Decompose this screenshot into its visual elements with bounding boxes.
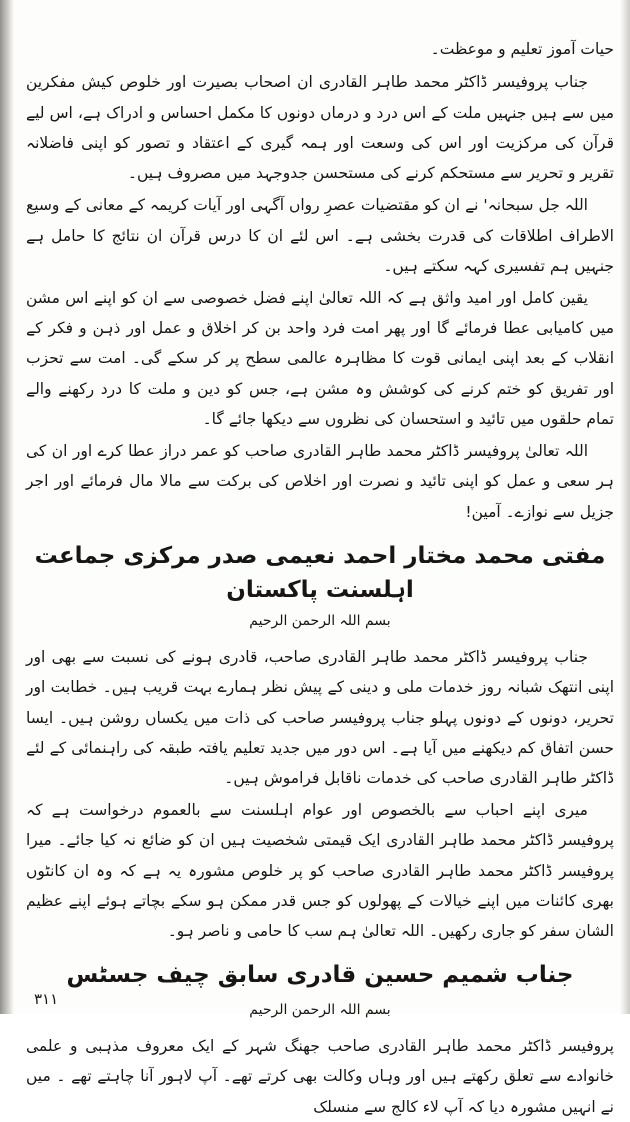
- section-two-paragraph-2: میری اپنے احباب سے بالخصوص اور عوام اہلسنت سے بالعموم درخواست ہے کہ پروفیسر ڈاکٹر محمد طاہر القادری ایک قیمتی شخصیت ہیں ان کو ضائع نہ کیا جائے۔ میرا پروفیسر ڈاکٹر محمد طاہر القادری صاحب کو پر خلوص مشورہ یہ ہے کہ وہ ان کانٹوں بھری کائنات میں اپنے خیالات کے پھولوں کو جس قدر ممکن ہو سکے بچاتے ہوئے اپنے عظیم الشان سفر کو جاری رکھیں۔ اللہ تعالیٰ ہم سب کا حامی و ناصر ہو۔: [26, 801, 614, 941]
- section-three-paragraph-1: پروفیسر ڈاکٹر محمد طاہر القادری صاحب جھنگ شہر کے ایک معروف مذہبی و علمی خانوادے سے تعلق رکھتے ہیں اور وہاں وکالت بھی کرتے تھے۔ آپ لاہور آنا چاہتے تھے ۔ میں نے انہیں مشورہ دیا کہ آپ لاء کالج سے منسلک: [26, 1037, 614, 1116]
- section-one-heading: حیات آموز تعلیم و موعظت۔: [430, 40, 614, 58]
- section-one-signature: مفتی محمد مختار احمد نعیمی صدر مرکزی جماعت اہلسنت پاکستان: [34, 542, 606, 604]
- section-one-paragraph-1: جناب پروفیسر ڈاکٹر محمد طاہر القادری ان اصحاب بصیرت اور خلوص کیش مفکرین میں سے ہیں جنہیں ملت کے اس درد و درماں دونوں کا مکمل احساس و ادراک ہے، اس لیے قرآن کی مرکزیت اور اس کی وسعت اور ہمہ گیری کے اعتقاد و تصور کو اپنی فاضلانہ تقریر و تحریر سے مستحکم کرنے کی مستحسن جدوجہد میں مصروف ہیں۔: [26, 73, 614, 183]
- section-one-paragraph-2: اللہ جل سبحانہ' نے ان کو مقتضیات عصرِ رواں آگہی اور آیات کریمہ کے معانی کے وسیع الاطراف اطلاقات کی قدرت بخشی ہے۔ اس لئے ان کا درس قرآن ان نتائج کا حامل ہے جنہیں ہم تفسیری کہہ سکتے ہیں۔: [26, 196, 614, 275]
- section-tribute-one: [26, 35, 614, 608]
- section-one-paragraph-4: اللہ تعالیٰ پروفیسر ڈاکٹر محمد طاہر القادری صاحب کو عمر دراز عطا کرے اور ان کی ہر سعی و عمل کو اپنی تائید و نصرت اور اخلاص کی برکت سے مالا مال فرمائے اور اجر جزیل سے نوازے۔ آمین!: [26, 442, 614, 521]
- section-two-bismillah: بسم اللہ الرحمن الرحیم: [249, 612, 391, 629]
- section-tribute-two: [26, 610, 614, 993]
- section-one-paragraph-3: یقین کامل اور امید واثق ہے کہ اللہ تعالیٰ اپنے فضل خصوصی سے ان کو اپنے اس مشن میں کامیابی عطا فرمائے گا اور پھر امت فرد واحد بن کر اخلاق و عمل اور ذہن و فکر کے انقلاب کے بعد اپنی ایمانی قوت کا مظاہرہ عالمی سطح پر کر سکے گی۔ امت سے تحزب اور تفریق کو ختم کرنے کی کوشش وہ مشن ہے، جس کو دین و ملت کا درد رکھنے والے تمام حلقوں میں تائید و استحسان کی نظروں سے دیکھا جائے گا۔: [26, 288, 614, 428]
- section-three-bismillah: بسم اللہ الرحمن الرحیم: [249, 1001, 391, 1018]
- section-two-signature: جناب شمیم حسین قادری سابق چیف جسٹس: [66, 962, 574, 989]
- section-two-paragraph-1: جناب پروفیسر ڈاکٹر محمد طاہر القادری صاحب، قادری ہونے کی نسبت سے بھی اور اپنی انتھک شبانہ روز خدمات ملی و دینی کے پیش نظر ہمارے بہت قریب ہیں۔ خطابت اور تحریر، دونوں کے دونوں پہلو جناب پروفیسر صاحب کی ذات میں یکساں روشن ہیں۔ ایسا حسن اتفاق کم دیکھنے میں آیا ہے۔ اس دور میں جدید تعلیم یافتہ طبقہ کی راہنمائی کے لئے ڈاکٹر طاہر القادری صاحب کی خدمات ناقابل فراموش ہیں۔: [26, 648, 614, 787]
- page-number: ۳۱۱: [34, 990, 59, 1008]
- section-tribute-three: [26, 999, 614, 1122]
